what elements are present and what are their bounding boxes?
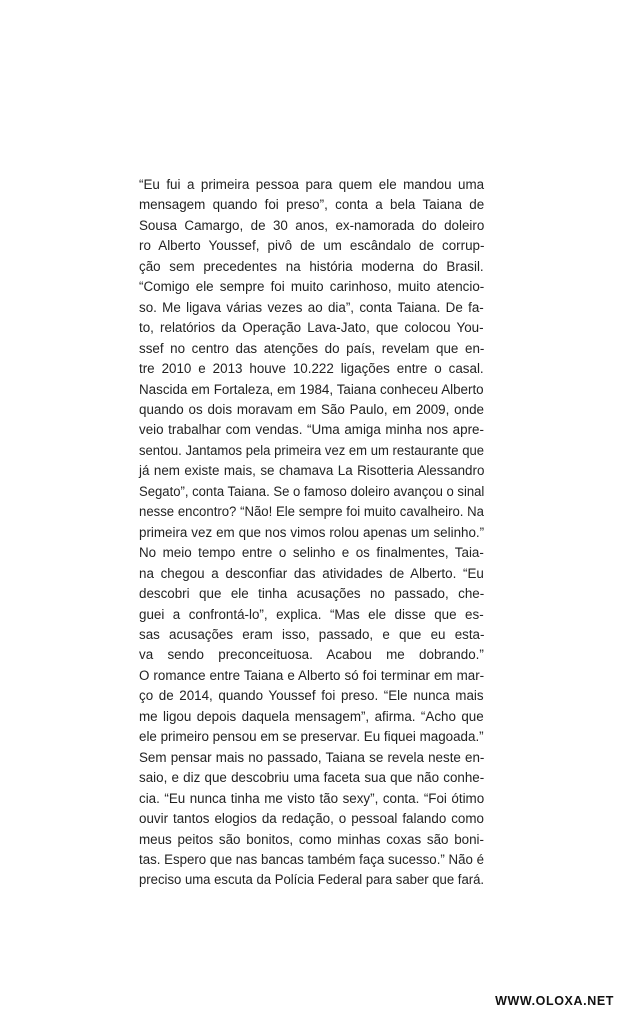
article-line: mensagem quando foi preso”, conta a bela Taiana de [139,197,485,213]
article-line: nesse encontro? “Não! Ele sempre foi muito cavalheiro. Na [139,504,484,520]
article-line: tre 2010 e 2013 houve 10.222 ligações entre o casal. [139,361,484,377]
article-line: primeira vez em que nos vimos rolou apenas um selinho.” [139,524,485,540]
article-line: Nascida em Fortaleza, em 1984, Taiana conheceu Alberto [139,381,484,397]
article-line: ro Alberto Youssef, pivô de um escândalo de corrup- [139,238,485,254]
site-watermark: WWW.OLOXA.NET [495,994,614,1008]
article-line: Segato”, conta Taiana. Se o famoso doleiro avançou o sinal [139,483,485,499]
article-line: meus peitos são bonitos, como minhas coxas são boni- [139,831,484,847]
article-line: me ligou depois daquela mensagem”, afirma. “Acho que [139,708,484,724]
article-line: “Comigo ele sempre foi muito carinhoso, muito atencio- [139,279,485,295]
article-line: tas. Espero que nas bancas também faça sucesso.” Não é [139,851,485,867]
article-line: preciso uma escuta da Polícia Federal para saber que fará. [139,872,485,888]
article-line: já nem existe mais, se chamava La Risotteria Alessandro [139,463,485,479]
article-line: quando os dois moravam em São Paulo, em 2009, onde [139,401,484,417]
article-line: saio, e diz que descobriu uma faceta sua que não conhe- [139,770,485,786]
article-line: ço de 2014, quando Youssef foi preso. “Ele nunca mais [139,688,484,704]
article-line: guei a confrontá-lo”, explica. “Mas ele disse que es- [139,606,484,622]
article-line: so. Me ligava várias vezes ao dia”, conta Taiana. De fa- [139,299,484,315]
article-line: sentou. Jantamos pela primeira vez em um restaurante que [139,442,485,458]
article-line: veio trabalhar com vendas. “Uma amiga minha nos apre- [139,422,484,438]
article-line: “Eu fui a primeira pessoa para quem ele mandou uma [139,177,485,192]
article-line: na chegou a desconfiar das atividades de Alberto. “Eu [139,565,484,581]
article-line: ele primeiro pensou em se preservar. Eu fiquei magoada.” [139,729,484,745]
article-line: Sousa Camargo, de 30 anos, ex-namorada do doleiro [139,217,485,233]
article-line: descobri que ele tinha acusações no passado, che- [139,586,485,602]
article-line: No meio tempo entre o selinho e os finalmentes, Taia- [139,545,484,561]
article-line: ssef no centro das atenções do país, revelam que en- [139,340,485,356]
article-line: O romance entre Taiana e Alberto só foi terminar em mar- [139,667,485,683]
article-line: to, relatórios da Operação Lava-Jato, que colocou You- [139,320,484,336]
article-line: va sendo preconceituosa. Acabou me dobrando.” [139,647,484,663]
article-line: cia. “Eu nunca tinha me visto tão sexy”, conta. “Foi ótimo [139,790,485,806]
article-body-text [139,175,484,891]
article-line: ouvir tantos elogios da redação, o pessoal falando como [139,811,484,827]
article-line: ção sem precedentes na história moderna do Brasil. [139,258,484,274]
article-line: Sem pensar mais no passado, Taiana se revela neste en- [139,749,485,765]
article-line: sas acusações eram isso, passado, e que eu esta- [139,626,485,642]
